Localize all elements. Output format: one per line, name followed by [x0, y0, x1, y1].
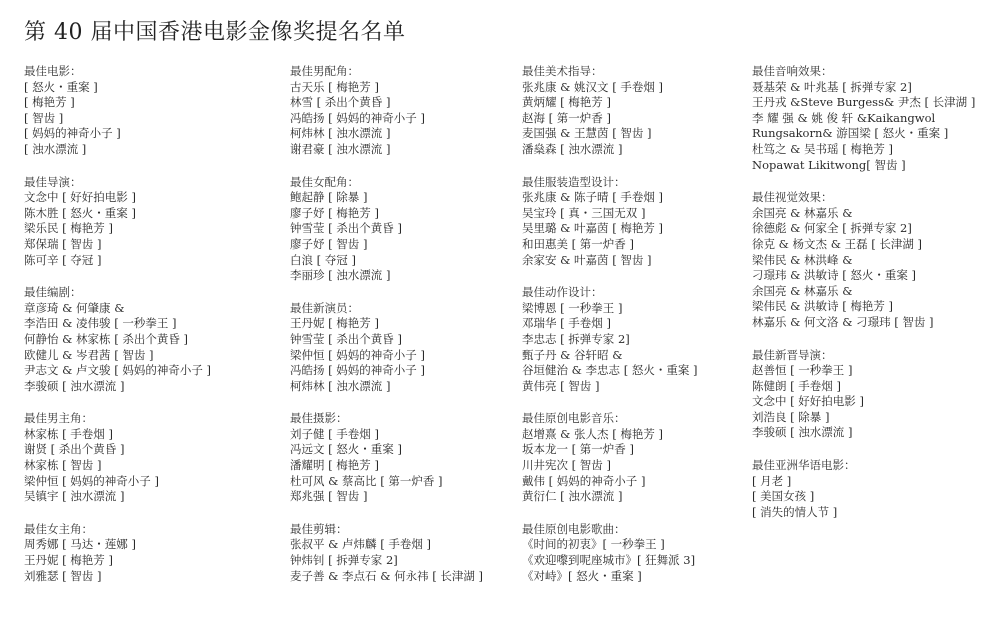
nominee-entry: 潘耀明 [ 梅艳芳 ]: [290, 458, 379, 473]
nominee-entry: 钟炜钊 [ 拆弹专家 2]: [290, 553, 398, 568]
category-heading: 最佳动作设计：: [522, 285, 603, 300]
nominee-entry: 何静怡 & 林家栋 [ 杀出个黄昏 ]: [24, 331, 188, 346]
nominee-entry: 刘雅瑟 [ 智齿 ]: [24, 568, 102, 583]
nominee-entry: 徐德彪 & 何家全 [ 拆弹专家 2]: [752, 221, 912, 236]
nominee-entry: 黄炳耀 [ 梅艳芳 ]: [522, 95, 611, 110]
nominee-entry: Rungsakorn& 游国梁 [ 怒火・重案 ]: [752, 126, 949, 141]
nominee-entry: 冯皓扬 [ 妈妈的神奇小子 ]: [290, 110, 425, 125]
nominee-entry: 黄衍仁 [ 浊水漂流 ]: [522, 489, 623, 504]
nominee-entry: 《对峙》[ 怒火・重案 ]: [522, 568, 642, 583]
nominee-entry: 杜笃之 & 吴书瑶 [ 梅艳芳 ]: [752, 141, 893, 156]
award-category: [522, 175, 742, 269]
nominee-entry: 钟雪莹 [ 杀出个黄昏 ]: [290, 221, 402, 236]
nominee-entry: 吴镇宇 [ 浊水漂流 ]: [24, 489, 125, 504]
nominee-entry: [ 消失的情人节 ]: [752, 504, 838, 519]
nominee-entry: 李骏硕 [ 浊水漂流 ]: [24, 378, 125, 393]
nominee-entry: 陈可辛 [ 夺冠 ]: [24, 252, 102, 267]
category-heading: 最佳编剧：: [24, 285, 82, 300]
category-heading: 最佳女主角：: [24, 521, 93, 536]
nominee-entry: 余家安 & 叶嘉茵 [ 智齿 ]: [522, 252, 652, 267]
category-heading: 最佳服装造型设计：: [522, 174, 626, 189]
category-heading: 最佳亚洲华语电影：: [752, 458, 856, 473]
nominee-entry: 吴里璐 & 叶嘉茵 [ 梅艳芳 ]: [522, 221, 663, 236]
nominee-entry: 陈健朗 [ 手卷烟 ]: [752, 378, 841, 393]
nominee-entry: 戴伟 [ 妈妈的神奇小子 ]: [522, 473, 646, 488]
nominee-entry: 林雪 [ 杀出个黄昏 ]: [290, 95, 391, 110]
nominee-entry: 冯皓扬 [ 妈妈的神奇小子 ]: [290, 363, 425, 378]
nominee-entry: 梁博恩 [ 一秒拳王 ]: [522, 300, 623, 315]
nominee-entry: [ 梅艳芳 ]: [24, 95, 75, 110]
award-category: [522, 411, 742, 505]
nominee-entry: 钟雪莹 [ 杀出个黄昏 ]: [290, 331, 402, 346]
category-heading: 最佳男配角：: [290, 64, 359, 78]
nominee-entry: 李忠志 [ 拆弹专家 2]: [522, 331, 630, 346]
nominee-entry: 鲍起静 [ 除暴 ]: [290, 190, 368, 205]
category-heading: 最佳剪辑：: [290, 521, 348, 536]
category-heading: 最佳导演：: [24, 174, 82, 189]
award-category: [290, 64, 512, 158]
nominee-entry: 林家栋 [ 智齿 ]: [24, 458, 102, 473]
nominee-entry: 尹志文 & 卢文骏 [ 妈妈的神奇小子 ]: [24, 363, 211, 378]
nominee-entry: [ 智齿 ]: [24, 110, 64, 125]
nominee-entry: 文念中 [ 好好拍电影 ]: [24, 190, 136, 205]
nominee-entry: 李 耀 强 & 姚 俊 轩 &Kaikangwol: [752, 110, 936, 125]
nominee-entry: 欧健儿 & 岑君茜 [ 智齿 ]: [24, 347, 154, 362]
category-heading: 最佳电影：: [24, 64, 82, 78]
nominee-entry: 梁伟民 & 洪敏诗 [ 梅艳芳 ]: [752, 299, 893, 314]
nominee-entry: 冯远文 [ 怒火・重案 ]: [290, 442, 402, 457]
nominee-entry: 章彦琦 & 何肇康 &: [24, 300, 125, 315]
nominee-entry: 《欢迎嚟到呢座城市》[ 狂舞派 3]: [522, 553, 696, 568]
nominee-entry: [ 怒火・重案 ]: [24, 79, 98, 94]
nominee-entry: 谢贤 [ 杀出个黄昏 ]: [24, 442, 125, 457]
award-category: [522, 522, 742, 584]
nominee-entry: 廖子妤 [ 智齿 ]: [290, 236, 368, 251]
nominee-entry: 聂基荣 & 叶兆基 [ 拆弹专家 2]: [752, 79, 912, 94]
nominee-entry: 林嘉乐 & 何文洛 & 刁璟玮 [ 智齿 ]: [752, 314, 934, 329]
nominee-entry: 王丹妮 [ 梅艳芳 ]: [290, 316, 379, 331]
nominee-entry: 谢君豪 [ 浊水漂流 ]: [290, 141, 391, 156]
nominee-entry: 邓瑞华 [ 手卷烟 ]: [522, 316, 611, 331]
category-heading: 最佳新演员：: [290, 300, 359, 315]
nominee-entry: 刁璟玮 & 洪敏诗 [ 怒火・重案 ]: [752, 268, 916, 283]
award-category: [752, 64, 988, 173]
category-heading: 最佳原创电影音乐：: [522, 411, 626, 426]
award-category: [522, 64, 742, 158]
category-heading: 最佳视觉效果：: [752, 190, 833, 205]
nominee-entry: 赵增熹 & 张人杰 [ 梅艳芳 ]: [522, 426, 663, 441]
nominee-entry: 坂本龙一 [ 第一炉香 ]: [522, 442, 634, 457]
nominee-entry: 陈木胜 [ 怒火・重案 ]: [24, 205, 136, 220]
nominee-entry: 赵海 [ 第一炉香 ]: [522, 110, 611, 125]
column-3: [522, 64, 742, 601]
nominee-entry: 麦子善 & 李点石 & 何永祎 [ 长津湖 ]: [290, 568, 484, 583]
nominee-entry: 梁乐民 [ 梅艳芳 ]: [24, 221, 113, 236]
nominee-entry: 梁仲恒 [ 妈妈的神奇小子 ]: [290, 347, 425, 362]
award-category: [24, 522, 280, 584]
nominee-entry: [ 浊水漂流 ]: [24, 141, 87, 156]
award-category: [752, 348, 988, 442]
nominee-entry: 黄伟亮 [ 智齿 ]: [522, 378, 600, 393]
nominee-entry: 梁伟民 & 林洪峰 &: [752, 252, 853, 267]
award-category: [752, 190, 988, 330]
nominee-entry: 张兆康 & 姚汉文 [ 手卷烟 ]: [522, 79, 663, 94]
nominee-entry: 张叔平 & 卢炜麟 [ 手卷烟 ]: [290, 537, 431, 552]
award-category: [24, 411, 280, 505]
nominee-entry: 刘浩良 [ 除暴 ]: [752, 409, 830, 424]
nominee-entry: 郑保瑞 [ 智齿 ]: [24, 236, 102, 251]
award-category: [290, 411, 512, 505]
nominee-entry: 柯炜林 [ 浊水漂流 ]: [290, 126, 391, 141]
nominee-entry: 余国亮 & 林嘉乐 &: [752, 283, 853, 298]
category-heading: 最佳男主角：: [24, 411, 93, 426]
nominee-entry: 李丽珍 [ 浊水漂流 ]: [290, 268, 391, 283]
award-category: [24, 64, 280, 158]
nominee-entry: 周秀娜 [ 马达・莲娜 ]: [24, 537, 136, 552]
nominee-entry: 李骏硕 [ 浊水漂流 ]: [752, 425, 853, 440]
nominee-entry: 杜可风 & 蔡高比 [ 第一炉香 ]: [290, 473, 443, 488]
category-heading: 最佳新晋导演：: [752, 347, 833, 362]
category-heading: 最佳音响效果：: [752, 64, 833, 78]
nominee-entry: 吴宝玲 [ 真・三国无双 ]: [522, 205, 646, 220]
nominee-entry: 潘燊森 [ 浊水漂流 ]: [522, 141, 623, 156]
column-1: [24, 64, 280, 601]
award-category: [522, 285, 742, 394]
nominee-entry: 徐克 & 杨文杰 & 王磊 [ 长津湖 ]: [752, 236, 923, 251]
category-heading: 最佳美术指导：: [522, 64, 603, 78]
nominee-entry: 《时间的初衷》[ 一秒拳王 ]: [522, 537, 665, 552]
nominee-entry: 刘子健 [ 手卷烟 ]: [290, 426, 379, 441]
nominee-entry: Nopawat Likitwong[ 智齿 ]: [752, 157, 906, 172]
nominee-entry: 张兆康 & 陈子晴 [ 手卷烟 ]: [522, 190, 663, 205]
nominee-entry: 古天乐 [ 梅艳芳 ]: [290, 79, 379, 94]
nominee-entry: 白浪 [ 夺冠 ]: [290, 252, 356, 267]
nominee-entry: [ 妈妈的神奇小子 ]: [24, 126, 121, 141]
nominee-entry: 谷垣健治 & 李忠志 [ 怒火・重案 ]: [522, 363, 698, 378]
nominee-entry: 林家栋 [ 手卷烟 ]: [24, 426, 113, 441]
nominee-entry: 王丹妮 [ 梅艳芳 ]: [24, 553, 113, 568]
nominee-entry: 李浩田 & 凌伟骏 [ 一秒拳王 ]: [24, 316, 177, 331]
nominee-entry: 麦国强 & 王慧茵 [ 智齿 ]: [522, 126, 652, 141]
nominee-entry: 廖子妤 [ 梅艳芳 ]: [290, 205, 379, 220]
column-4: [752, 64, 988, 537]
category-heading: 最佳原创电影歌曲：: [522, 521, 626, 536]
nominee-entry: 余国亮 & 林嘉乐 &: [752, 205, 853, 220]
column-2: [290, 64, 512, 601]
page-title: 第 40 届中国香港电影金像奖提名名单: [24, 20, 406, 45]
award-category: [24, 285, 280, 394]
nominee-entry: [ 美国女孩 ]: [752, 489, 815, 504]
nominee-entry: 赵善恒 [ 一秒拳王 ]: [752, 363, 853, 378]
nominee-entry: 郑兆强 [ 智齿 ]: [290, 489, 368, 504]
award-category: [290, 522, 512, 584]
nominee-entry: 王丹戎 &Steve Burgess& 尹杰 [ 长津湖 ]: [752, 95, 976, 110]
award-category: [24, 175, 280, 269]
nominee-entry: 川井宪次 [ 智齿 ]: [522, 458, 611, 473]
nominee-entry: 梁仲恒 [ 妈妈的神奇小子 ]: [24, 473, 159, 488]
nominee-entry: 文念中 [ 好好拍电影 ]: [752, 394, 864, 409]
category-heading: 最佳女配角：: [290, 174, 359, 189]
nominee-entry: 甄子丹 & 谷轩昭 &: [522, 347, 623, 362]
nominee-entry: 和田惠美 [ 第一炉香 ]: [522, 236, 634, 251]
award-category: [290, 175, 512, 284]
nominee-entry: [ 月老 ]: [752, 473, 792, 488]
nominee-entry: 柯炜林 [ 浊水漂流 ]: [290, 378, 391, 393]
award-category: [752, 458, 988, 520]
award-category: [290, 301, 512, 395]
category-heading: 最佳摄影：: [290, 411, 348, 426]
